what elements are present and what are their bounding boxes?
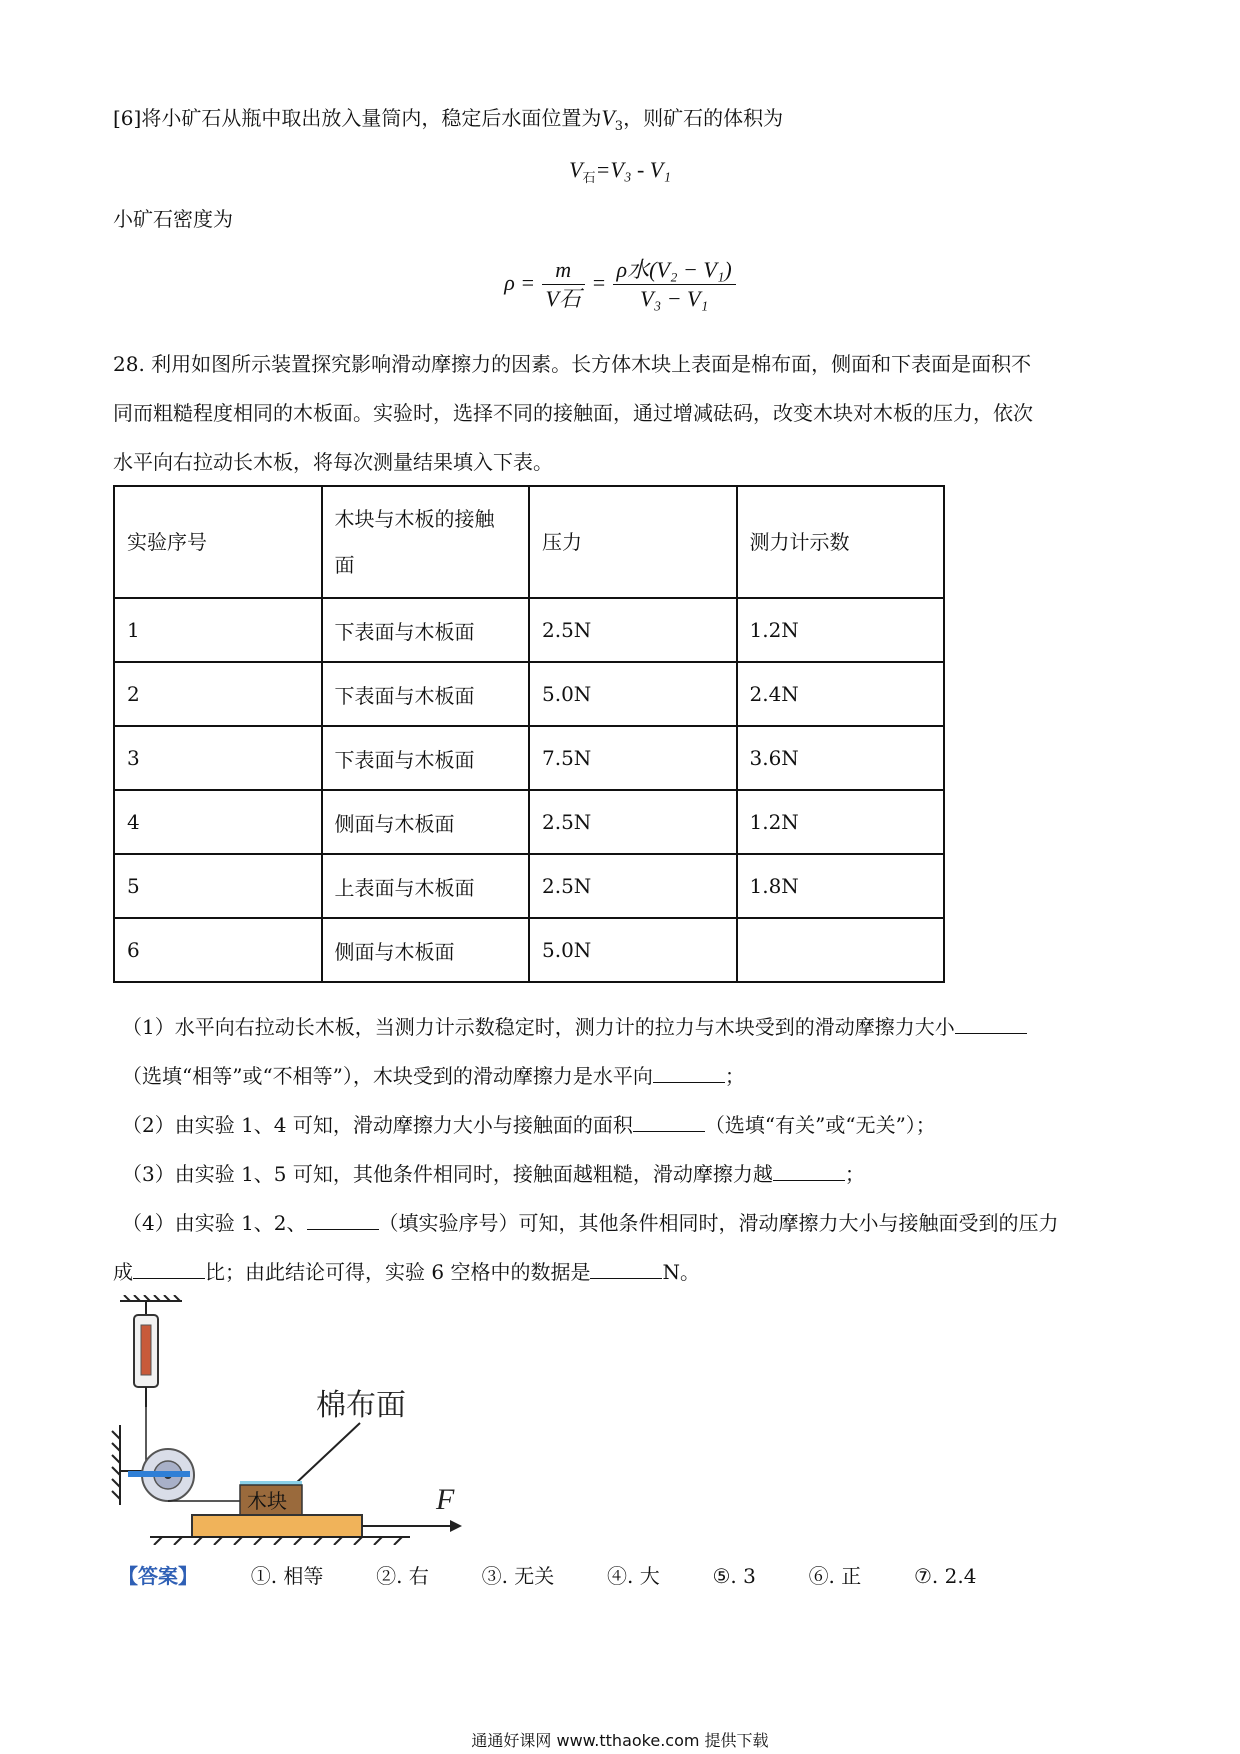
table-header-row (114, 486, 944, 598)
volume-equation (0, 156, 1240, 193)
page-footer: 通通好课网 www.tthaoke.com 提供下载 (471, 1731, 769, 1750)
subquestion-3 (122, 1160, 865, 1188)
intro-var: V (601, 105, 615, 130)
q4b-text: （填实验序号）可知，其他条件相同时，滑动摩擦力大小与接触面受到的压力 (378, 1211, 1059, 1235)
table-cell-empty (737, 918, 945, 982)
table-header-cell (322, 486, 530, 598)
answer-blank (590, 1260, 662, 1279)
eq2-rho: ρ = (504, 270, 536, 295)
table-cell: 2.5N (529, 854, 737, 918)
table-row (114, 598, 944, 662)
subquestion-1b (122, 1062, 745, 1090)
question-line-2: 同而粗糙程度相同的木板面。实验时，选择不同的接触面，通过增减砝码，改变木块对木板的压力，依次 (113, 401, 1033, 425)
answer-blank (653, 1064, 725, 1083)
apparatus-figure (110, 1295, 530, 1545)
table-cell: 7.5N (529, 726, 737, 790)
subquestion-4b (113, 1258, 700, 1286)
answer-line (118, 1562, 976, 1590)
answer-item: ③. 无关 (481, 1564, 555, 1588)
ground (150, 1537, 410, 1545)
table-cell: 2.5N (529, 598, 737, 662)
q4d-text: 比；由此结论可得，实验 6 空格中的数据是 (205, 1260, 591, 1284)
answer-item: ⑤. 3 (712, 1564, 756, 1588)
density-label: 小矿石密度为 (113, 207, 233, 231)
answer-blank (307, 1211, 379, 1230)
subquestion-4a (122, 1209, 1059, 1237)
ceiling-support (120, 1295, 182, 1315)
answer-blank (633, 1113, 705, 1132)
q3a-text: （3）由实验 1、5 可知，其他条件相同时，接触面越粗糙，滑动摩擦力越 (122, 1162, 773, 1186)
q1b-text: （选填“相等”或“不相等”），木块受到的滑动摩擦力是水平向 (122, 1064, 653, 1088)
density-equation (0, 256, 1240, 313)
cotton-surface-label: 棉布面 (316, 1389, 406, 1422)
answer-blank (955, 1015, 1027, 1034)
pulley (128, 1449, 194, 1501)
table-cell: 5.0N (529, 662, 737, 726)
answer-item: ①. 相等 (250, 1564, 324, 1588)
table-cell: 3.6N (737, 726, 945, 790)
q2a-text: （2）由实验 1、4 可知，滑动摩擦力大小与接触面的面积 (122, 1113, 633, 1137)
answer-label: 【答案】 (118, 1564, 198, 1588)
results-table (113, 485, 945, 983)
wood-block (240, 1481, 302, 1515)
answer-item: ⑦. 2.4 (914, 1564, 977, 1588)
table-cell: 2.4N (737, 662, 945, 726)
table-cell: 下表面与木板面 (322, 598, 530, 662)
table-cell: 1.2N (737, 790, 945, 854)
table-row (114, 790, 944, 854)
intro-line (113, 104, 783, 141)
force-label: F (436, 1483, 455, 1516)
force-arrow (362, 1483, 462, 1532)
table-header-cell: 测力计示数 (737, 486, 945, 598)
table-cell: 上表面与木板面 (322, 854, 530, 918)
subquestion-1a (122, 1013, 1027, 1041)
table-cell: 2.5N (529, 790, 737, 854)
eq1-rhs: =V₃ - V₁ (595, 157, 671, 182)
eq2-equals: = (591, 270, 607, 295)
cotton-leader-line (294, 1423, 360, 1485)
q4e-text: N。 (662, 1260, 700, 1284)
table-cell: 侧面与木板面 (322, 790, 530, 854)
answer-item: ⑥. 正 (808, 1564, 862, 1588)
answer-item: ④. 大 (607, 1564, 660, 1588)
intro-var-sub: 3 (614, 119, 624, 134)
q4a-text: （4）由实验 1、2、 (122, 1211, 307, 1235)
question-line-3: 水平向右拉动长木板，将每次测量结果填入下表。 (113, 450, 553, 474)
eq2-num1: m (542, 256, 585, 285)
table-cell: 下表面与木板面 (322, 726, 530, 790)
table-row (114, 854, 944, 918)
eq1-lhs-sub: 石 (582, 171, 596, 186)
q1a-text: （1）水平向右拉动长木板，当测力计示数稳定时，测力计的拉力与木块受到的滑动摩擦力大小 (122, 1015, 955, 1039)
eq2-den2: V₃ − V₁ (640, 286, 709, 311)
table-cell: 侧面与木板面 (322, 918, 530, 982)
header-col2-line1: 木块与木板的接触 (334, 507, 495, 531)
q4c-text: 成 (113, 1260, 133, 1284)
table-cell: 2 (114, 662, 322, 726)
table-cell: 4 (114, 790, 322, 854)
table-row (114, 726, 944, 790)
table-cell: 1 (114, 598, 322, 662)
table-cell: 6 (114, 918, 322, 982)
answer-blank (773, 1162, 845, 1181)
answer-blank (133, 1260, 205, 1279)
eq2-num2: ρ水(V₂ − V₁) (613, 256, 736, 285)
table-cell: 3 (114, 726, 322, 790)
answer-item: ②. 右 (376, 1564, 429, 1588)
eq2-den1: V石 (545, 286, 581, 311)
long-board (192, 1515, 362, 1537)
intro-text-a: [6]将小矿石从瓶中取出放入量筒内，稳定后水面位置为 (113, 106, 602, 130)
q3b-text: ； (844, 1162, 865, 1186)
intro-text-b: ，则矿石的体积为 (623, 106, 784, 130)
block-label: 木块 (247, 1489, 287, 1513)
table-row (114, 918, 944, 982)
q1b-end: ； (724, 1064, 745, 1088)
table-header-cell: 压力 (529, 486, 737, 598)
question-line-1: 28. 利用如图所示装置探究影响滑动摩擦力的因素。长方体木块上表面是棉布面，侧面和下表面是面积不 (113, 352, 1032, 376)
eq1-lhs: V (569, 157, 583, 182)
table-header-cell: 实验序号 (114, 486, 322, 598)
q2b-text: （选填“有关”或“无关”）； (704, 1113, 936, 1137)
subquestion-2 (122, 1111, 936, 1139)
spring-scale (134, 1315, 158, 1407)
table-cell: 1.2N (737, 598, 945, 662)
table-cell: 下表面与木板面 (322, 662, 530, 726)
header-col2-line2: 面 (334, 553, 355, 577)
eq2-fraction-2 (613, 256, 736, 313)
table-row (114, 662, 944, 726)
table-cell: 5.0N (529, 918, 737, 982)
table-cell: 1.8N (737, 854, 945, 918)
table-cell: 5 (114, 854, 322, 918)
eq2-fraction-1 (542, 256, 585, 313)
